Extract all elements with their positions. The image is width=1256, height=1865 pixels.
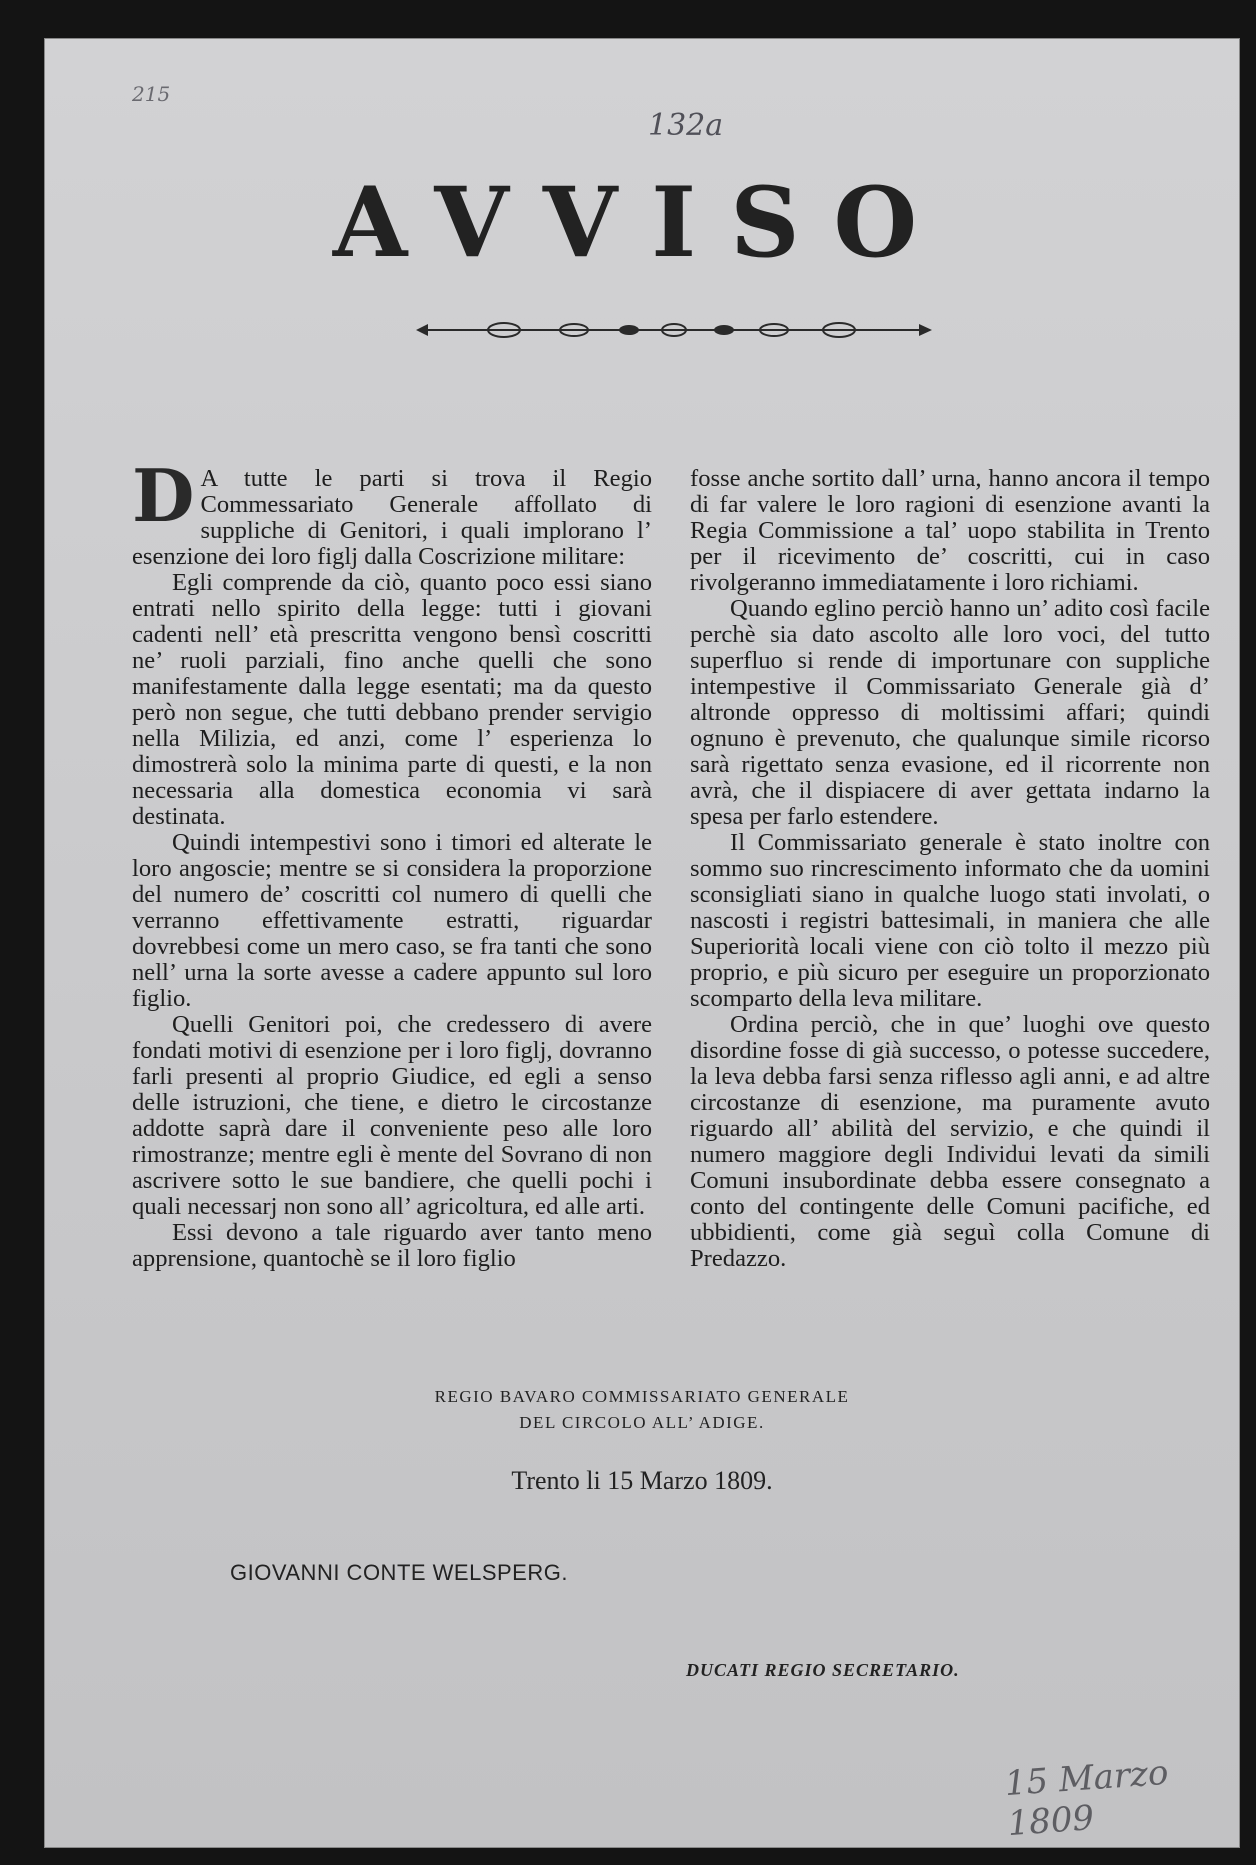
secretary-name: DUCATI REGIO SECRETARIO.: [686, 1660, 960, 1680]
authority-line-1: REGIO BAVARO COMMISSARIATO GENERALE: [434, 1387, 850, 1406]
drop-cap: D: [132, 453, 195, 538]
issue-date: Trento li 15 Marzo 1809.: [511, 1466, 773, 1495]
handwritten-date-note: 15 Marzo 1809: [1003, 1752, 1170, 1845]
paragraph: Quando eglino perciò hanno un’ adito così facile perchè sia dato ascolto alle loro voci, del tutto superfluo si rende di importunare con suppliche intempestive il Commissariato Generale già d’ altronde oppresso di moltissimi affari; quindi ognuno è prevenuto, che qualunque simile ricorso sarà rigettato senza evasione, ed il ricorrente non avrà, che il dispiacere di aver gettata indarno la spesa per farlo estendere.: [690, 595, 1210, 830]
paragraph: Quindi intempestivi sono i timori ed alterate le loro angoscie; mentre se si considera la proporzione del numero de’ coscritti col numero di quelli che verranno effettivamente estratti, riguardar dovrebbesi come un mero caso, se fra tanti che sono nell’ urna la sorte avesse a cadere appunto sul loro figlio.: [132, 829, 652, 1012]
document-sheet: [44, 38, 1240, 1848]
paragraph: Quelli Genitori poi, che credessero di avere fondati motivi di esenzione per i loro figlj, dovranno farli presenti al proprio Giudice, ed egli a senso delle istruzioni, che tiene, e dietro le circostanze addotte saprà dare il conveniente peso alle loro rimostranze; mentre egli è mente del Sovrano di non ascrivere sotto le sue bandiere, che quelli pochi i quali necessarj non sono all’ agricoltura, ed alle arti.: [132, 1011, 652, 1220]
right-column: [690, 466, 1210, 1272]
authority-line-2: DEL CIRCOLO ALL’ ADIGE.: [519, 1413, 765, 1432]
paragraph: D A tutte le parti si trova il Regio Commessariato Generale affollato di suppliche di Genitori, i quali implorano l’ esenzione dei loro figlj dalla Coscrizione militare:: [132, 453, 652, 570]
paragraph: Ordina perciò, che in que’ luoghi ove questo disordine fosse di già successo, o potesse succedere, la leva debba farsi senza riflesso agli anni, e ad altre circostanze di esenzione, ma puramente avuto riguardo all’ abilità del servizio, e che quindi il numero maggiore degli Individui levati da simili Comuni insubordinate debba essere consegnato a conto del contingente delle Comuni pacifiche, ed ubbidienti, come già seguì colla Comune di Predazzo.: [690, 1011, 1210, 1272]
page-title: AVVISO: [332, 166, 952, 279]
paragraph: Egli comprende da ciò, quanto poco essi siano entrati nello spirito della legge: tutti i giovani cadenti nell’ età prescritta vengono bensì coscritti ne’ ruoli parziali, fino anche quelli che sono manifestamente dalla legge esentati; ma da questo però non segue, che tutti debbano prender servigio nella Milizia, ed anzi, come l’ esperienza lo dimostrerà solo la minima parte di questi, e la non necessaria alla domestica economia vi sarà destinata.: [132, 569, 652, 830]
paragraph: Essi devono a tale riguardo aver tanto meno apprensione, quantochè se il loro figlio: [132, 1219, 652, 1272]
paragraph: Il Commissariato generale è stato inoltre con sommo suo rincrescimento informato che da uomini sconsigliati siano in qualche luogo stati involati, o nascosti i registri battesimali, in maniera che alle Superiorità locali viene con ciò tolto il mezzo più proprio, e più sicuro per eseguire un proporzionato scomparto della leva militare.: [690, 829, 1210, 1012]
paragraph: fosse anche sortito dall’ urna, hanno ancora il tempo di far valere le loro ragioni di esenzione avanti la Regia Commissione a tal’ uopo stabilita in Trento per il ricevimento de’ coscritti, cui in caso rivolgeranno immediatamente i loro richiami.: [690, 465, 1210, 596]
signer-name: GIOVANNI CONTE WELSPERG.: [230, 1560, 568, 1585]
left-column: [132, 453, 652, 1272]
archive-number-note: 215: [132, 82, 171, 106]
ornamental-divider: [414, 310, 934, 350]
folio-number-note: 132a: [648, 108, 724, 143]
issuing-authority: [44, 1384, 1240, 1436]
